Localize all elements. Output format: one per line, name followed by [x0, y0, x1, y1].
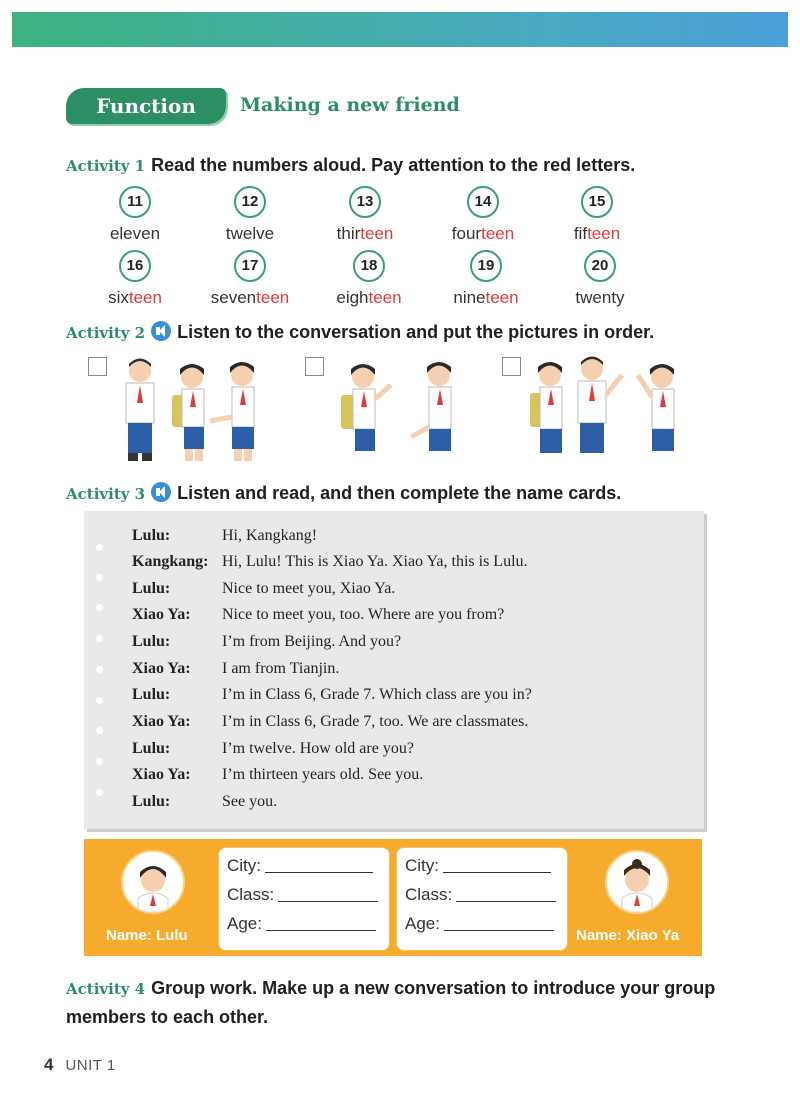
number-word: eigh — [336, 288, 369, 307]
picture-handshake-illustration — [110, 355, 270, 463]
activity1-instruction: Read the numbers aloud. Pay attention to the red letters. — [151, 155, 636, 175]
number-word-red: teen — [368, 288, 402, 307]
number-circle: 13 — [349, 186, 381, 218]
city-label: City: — [227, 856, 261, 875]
unit-label: UNIT 1 — [65, 1057, 116, 1074]
activity2-tag: Activity 2 — [66, 324, 146, 342]
age-row — [405, 914, 554, 934]
dialog-speaker: Lulu: — [132, 686, 171, 703]
dialog-text: I’m from Beijing. And you? — [222, 633, 402, 650]
binding-hole — [96, 635, 103, 642]
number-item — [431, 250, 541, 308]
number-item — [195, 186, 305, 244]
age-input[interactable] — [444, 916, 554, 931]
number-item — [80, 186, 190, 244]
dialog-text: Hi, Lulu! This is Xiao Ya. Xiao Ya, this is Lulu. — [222, 553, 528, 570]
dialog-line — [132, 523, 317, 549]
city-row — [405, 856, 551, 876]
number-circle: 18 — [353, 250, 385, 282]
number-word-red: teen — [587, 224, 621, 243]
number-word: nine — [453, 288, 486, 307]
city-input[interactable] — [265, 858, 373, 873]
dialog-line — [132, 656, 339, 682]
xiaoya-name-label: Name: Xiao Ya — [576, 927, 680, 944]
picture-goodbye-illustration — [528, 355, 688, 463]
number-item — [195, 250, 305, 308]
dialog-text: Nice to meet you, too. Where are you from? — [222, 606, 505, 623]
city-row — [227, 856, 373, 876]
activity3-heading — [66, 482, 621, 504]
activity2-instruction: Listen to the conversation and put the pictures in order. — [177, 322, 655, 342]
dialog-text: Nice to meet you, Xiao Ya. — [222, 580, 396, 597]
picture-order-checkbox-1[interactable] — [88, 357, 107, 376]
activity1-heading — [66, 155, 635, 176]
number-circle: 12 — [234, 186, 266, 218]
lulu-name-label: Name: Lulu — [106, 927, 188, 944]
number-word: fif — [573, 224, 588, 243]
page-number: 4 — [44, 1055, 54, 1074]
number-word: four — [451, 224, 482, 243]
class-row — [405, 885, 556, 905]
dialog-line — [132, 709, 528, 735]
number-circle: 15 — [581, 186, 613, 218]
dialog-line — [132, 789, 277, 815]
dialog-line — [132, 736, 414, 762]
city-label: City: — [405, 856, 439, 875]
number-item — [310, 186, 420, 244]
dialog-speaker: Lulu: — [132, 633, 171, 650]
speaker-icon[interactable] — [151, 321, 171, 341]
dialog-speaker: Xiao Ya: — [132, 713, 191, 730]
number-item — [314, 250, 424, 308]
binding-hole — [96, 789, 103, 796]
number-word-red: teen — [485, 288, 519, 307]
number-circle: 11 — [119, 186, 151, 218]
dialog-speaker: Kangkang: — [132, 553, 209, 570]
age-row — [227, 914, 376, 934]
speaker-icon[interactable] — [151, 482, 171, 502]
class-input[interactable] — [278, 887, 378, 902]
activity3-tag: Activity 3 — [66, 485, 146, 503]
age-label: Age: — [405, 914, 440, 933]
number-word: eleven — [109, 224, 161, 243]
number-item — [80, 250, 190, 308]
activity3-instruction: Listen and read, and then complete the name cards. — [177, 483, 622, 503]
dialog-speaker: Lulu: — [132, 580, 171, 597]
name-cards-panel — [84, 839, 702, 956]
binding-hole — [96, 574, 103, 581]
dialog-line — [132, 602, 504, 628]
number-word: twenty — [575, 288, 625, 307]
picture-order-checkbox-2[interactable] — [305, 357, 324, 376]
function-label: Function — [66, 88, 226, 124]
dialog-text: I am from Tianjin. — [222, 660, 340, 677]
binding-hole — [96, 544, 103, 551]
number-word: six — [108, 288, 129, 307]
activity1-tag: Activity 1 — [66, 157, 146, 175]
lulu-avatar — [121, 850, 185, 914]
number-word: thir — [336, 224, 361, 243]
dialog-speaker: Lulu: — [132, 740, 171, 757]
picture-greeting-illustration — [335, 355, 465, 463]
dialog-text: I’m in Class 6, Grade 7, too. We are classmates. — [222, 713, 529, 730]
dialog-text: I’m in Class 6, Grade 7. Which class are you in? — [222, 686, 532, 703]
dialog-line — [132, 549, 528, 575]
number-word-red: teen — [128, 288, 162, 307]
class-input[interactable] — [456, 887, 556, 902]
city-input[interactable] — [443, 858, 551, 873]
activity4-tag: Activity 4 — [66, 980, 146, 998]
dialog-text: See you. — [222, 793, 278, 810]
class-row — [227, 885, 378, 905]
dialog-speaker: Lulu: — [132, 527, 171, 544]
number-circle: 16 — [119, 250, 151, 282]
number-word: seven — [210, 288, 257, 307]
number-item — [428, 186, 538, 244]
number-word-red: teen — [256, 288, 290, 307]
class-label: Class: — [405, 885, 453, 904]
number-circle: 14 — [467, 186, 499, 218]
activity4-instruction: Group work. Make up a new conversation to introduce your group members to each other. — [66, 978, 716, 1027]
dialog-line — [132, 576, 395, 602]
binding-hole — [96, 697, 103, 704]
dialog-line — [132, 682, 532, 708]
binding-hole — [96, 758, 103, 765]
dialog-box — [84, 511, 704, 829]
number-word: twelve — [225, 224, 275, 243]
picture-order-checkbox-3[interactable] — [502, 357, 521, 376]
dialog-speaker: Xiao Ya: — [132, 606, 191, 623]
binding-hole — [96, 604, 103, 611]
number-circle: 20 — [584, 250, 616, 282]
dialog-text: I’m twelve. How old are you? — [222, 740, 414, 757]
dialog-line — [132, 629, 401, 655]
dialog-speaker: Xiao Ya: — [132, 766, 191, 783]
xiaoya-avatar — [605, 850, 669, 914]
age-label: Age: — [227, 914, 262, 933]
dialog-text: Hi, Kangkang! — [222, 527, 318, 544]
header-banner — [12, 12, 788, 47]
number-word-red: teen — [360, 224, 394, 243]
class-label: Class: — [227, 885, 275, 904]
number-item — [542, 186, 652, 244]
dialog-speaker: Xiao Ya: — [132, 660, 191, 677]
number-word-red: teen — [481, 224, 515, 243]
binding-hole — [96, 727, 103, 734]
xiaoya-info-card — [396, 847, 568, 951]
function-title: Making a new friend — [240, 94, 460, 116]
number-circle: 19 — [470, 250, 502, 282]
activity2-heading — [66, 321, 654, 343]
number-item — [545, 250, 655, 308]
dialog-text: I’m thirteen years old. See you. — [222, 766, 424, 783]
dialog-line — [132, 762, 423, 788]
lulu-info-card — [218, 847, 390, 951]
number-circle: 17 — [234, 250, 266, 282]
age-input[interactable] — [266, 916, 376, 931]
dialog-speaker: Lulu: — [132, 793, 171, 810]
page-footer — [44, 1055, 116, 1075]
binding-hole — [96, 666, 103, 673]
activity4-heading — [66, 974, 716, 1031]
